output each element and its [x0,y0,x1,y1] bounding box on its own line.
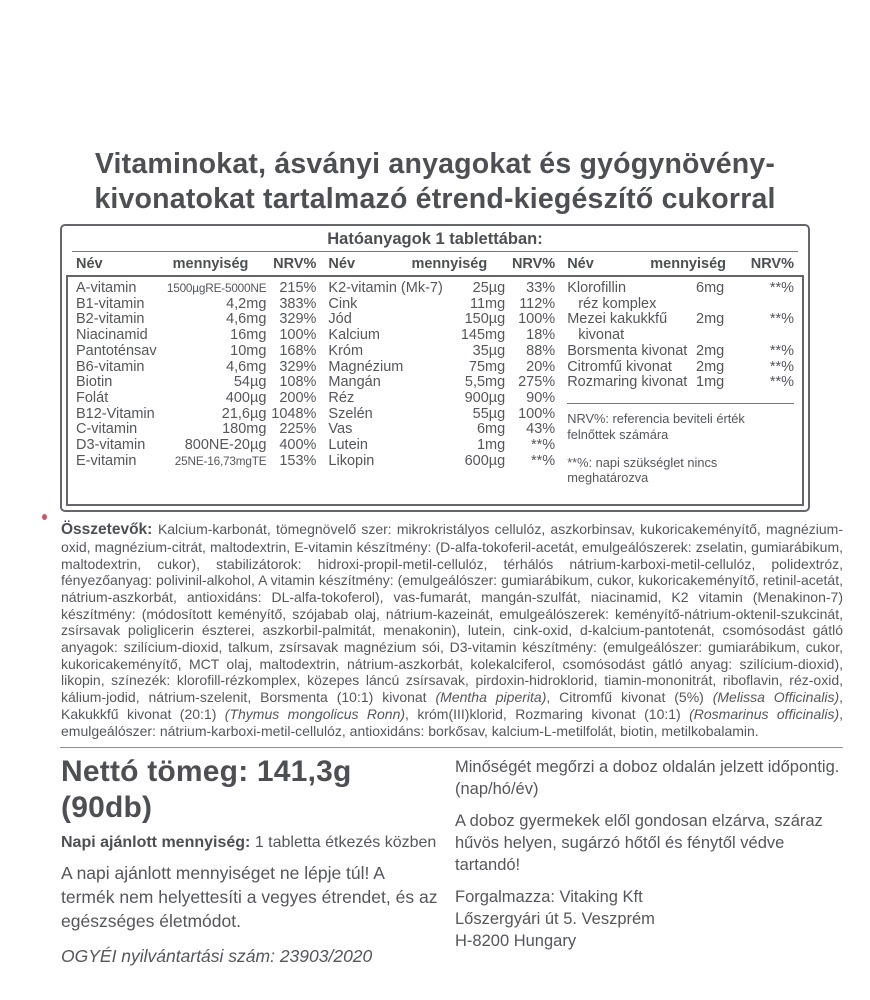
nutrient-amount: 25NE-16,73mgTE [174,453,267,468]
nutrient-amount: 900µg [464,389,506,406]
nutrient-name: Folát [76,389,109,406]
nutrient-name: Magnézium [328,358,404,375]
nutrient-column-1 [76,281,316,498]
column-header-nrv: NRV% [750,256,794,272]
nutrient-amount: 10mg [230,342,267,359]
nutrient-amount: 4,2mg [226,295,267,312]
nutrient-amount: 145mg [460,327,506,344]
facts-table [60,224,810,512]
nutrient-name-line: Rozmaring kivonat [567,374,688,391]
nutrient-amount: 180mg [222,421,267,438]
column-header-nrv: NRV% [511,256,556,272]
bottom-left-column [61,754,439,967]
column-header-name: Név [567,256,594,272]
nutrient-name: Vas [328,421,353,438]
nutrient-row [328,281,555,297]
nutrient-name: Mangán [328,374,381,391]
distributor-line: Forgalmazza: Vitaking Kft [455,888,643,907]
nutrient-amount: 54µg [233,374,267,391]
nutrient-name: Biotin [76,374,113,391]
ingredients-text: , króm(III)klorid, Rozmaring kivonat (10:1) [405,705,690,722]
nutrient-nrv: **% [769,280,794,296]
nutrient-row [328,360,555,376]
section-divider [60,747,843,748]
nutrient-nrv: 112% [519,295,556,312]
facts-table-body [66,275,804,506]
nutrient-row [328,312,555,328]
nutrient-amount: 75mg [468,358,506,375]
best-before-note: Minőségét megőrzi a doboz oldalán jelzett időpontig. (nap/hó/év) [455,758,840,799]
nutrient-nrv: 20% [526,358,556,375]
registration-number: OGYÉI nyilvántartási szám: 23903/2020 [61,946,373,967]
nutrient-nrv: **% [531,437,556,454]
nutrient-row [328,344,555,360]
nutrient-name [567,375,696,391]
column-header-amount: mennyiség [650,256,726,272]
nutrient-row [76,454,316,470]
latin-name: (Melissa Officinalis) [712,689,840,706]
distributor-block [455,886,845,952]
nutrient-row [76,344,316,360]
nutrient-name: B2-vitamin [76,311,145,328]
nutrient-amount: 600µg [464,452,506,469]
nutrient-row [328,454,555,470]
nutrient-name [567,281,696,312]
column-header-nrv: NRV% [273,256,317,272]
nutrient-row [76,407,316,423]
bottom-right-column [455,754,845,967]
nutrient-name: Réz [328,389,355,406]
nutrient-amount: 55µg [472,405,506,422]
nutrient-nrv: **% [531,452,556,469]
nutrient-name-line: Borsmenta kivonat [567,342,688,359]
nutrient-amount: 21,6µg [221,405,267,422]
product-title [28,147,842,217]
latin-name: (Mentha piperita) [435,689,547,706]
nutrient-column-2 [328,281,555,498]
column-header-amount: mennyiség [172,256,249,272]
daily-dose-label: Napi ajánlott mennyiség: [61,834,251,852]
nutrient-amount: 25µg [472,280,506,296]
nutrient-row [76,391,316,407]
facts-table-title: Hatóanyagok 1 tablettában: [327,230,543,248]
nutrient-nrv: 100% [279,327,317,344]
nutrient-name: Pantoténsav [76,342,157,359]
nutrient-row [76,422,316,438]
nutrient-name [567,344,696,360]
distributor-line: H-8200 Hungary [455,932,577,951]
distributor-line: Lőszergyári út 5. Veszprém [455,910,655,929]
product-title-line1: Vitaminokat, ásványi anyagokat és gyógynövény- [94,148,776,180]
nutrient-nrv: 33% [526,280,556,296]
nutrient-name-line: réz komplex [578,295,657,312]
nutrient-name: Likopin [328,452,375,469]
column-header-amount: mennyiség [411,256,488,272]
storage-note: A doboz gyermekek elől gondosan elzárva, száraz hűvös helyen, sugárzó hőtől és fénytől védve tartandó! [455,812,823,875]
nutrient-row [328,391,555,407]
nutrient-amount: 400µg [225,389,267,406]
nutrient-row [76,297,316,313]
nutrient-amount: 1mg [476,437,506,454]
nutrient-amount: 2mg [696,358,725,375]
nutrient-nrv: 43% [526,421,556,438]
nutrient-column-3 [567,281,794,498]
column-header-name: Név [76,256,103,272]
nutrient-amount: 16mg [230,327,267,344]
nutrient-row [328,297,555,313]
nutrient-amount: 1mg [696,374,725,391]
nutrient-row [328,422,555,438]
column-header-group [76,256,316,272]
nutrient-amount: 35µg [472,342,506,359]
ingredients-text: , Citromfű kivonat (5%) [546,689,713,706]
nutrient-amount: 4,6mg [226,358,267,375]
nutrient-nrv: 200% [279,389,317,406]
nutrient-nrv: 168% [279,342,317,359]
nutrient-row [76,281,316,297]
nutrient-row [567,360,794,376]
column-header-group [328,256,555,272]
nutrient-amount: 2mg [696,311,725,328]
asterisk-note: **%: napi szükséglet nincs meghatározva [567,454,718,486]
nutrient-name: K2-vitamin (Mk-7) [328,280,443,296]
daily-dose [61,834,439,852]
ingredients-text: , emulgeálószer: nátrium-karboxi-metil-cellulóz, antioxidáns: borkősav, kalcium-L-metilfolát, biotin, metilkobalamin. [61,705,844,739]
nutrient-amount: 1500µgRE-5000NE [166,281,267,295]
net-weight: Nettó tömeg: 141,3g (90db) [61,755,352,825]
facts-column-headers [66,252,804,275]
nutrient-amount: 150µg [464,311,506,328]
nutrient-row [328,438,555,454]
nutrient-name: Króm [328,342,364,359]
nutrient-amount: 800NE-20µg [184,437,267,454]
nutrient-name: Kalcium [328,327,380,344]
nutrient-nrv: 400% [279,437,317,454]
warning-text: A napi ajánlott mennyiséget ne lépje túl! A termék nem helyettesíti a vegyes étrendet, és az egészséges életmódot. [61,863,438,932]
nutrient-name: Niacinamid [76,327,148,344]
nutrient-name: Cink [328,295,358,312]
nutrient-nrv: 1048% [271,405,317,422]
nutrient-name: D3-vitamin [76,437,146,454]
column-header-name: Név [328,256,356,272]
nutrient-nrv: **% [769,358,794,375]
nutrient-nrv: 18% [526,327,556,344]
nutrient-nrv: 329% [279,311,317,328]
bottom-section [61,754,845,967]
nutrient-row [76,375,316,391]
print-artifact-dot [42,514,47,520]
nutrient-row [76,328,316,344]
nutrient-row [328,375,555,391]
nutrient-name: B12-Vitamin [76,405,155,422]
latin-name: (Thymus mongolicus Ronn) [224,705,406,722]
nutrient-name: B1-vitamin [76,295,145,312]
ingredients-label: Összetevők: [61,521,158,539]
nutrient-nrv: 100% [518,405,556,422]
nutrient-nrv: 100% [518,311,556,328]
nutrient-row [328,407,555,423]
nutrient-name: B6-vitamin [76,358,145,375]
nutrient-nrv: **% [769,342,794,359]
nutrient-name-line: Klorofillin [567,280,627,296]
nutrient-nrv: 90% [526,389,556,406]
ingredients-text: , Kakukkfű kivonat (20:1) [61,689,844,722]
nutrient-nrv: **% [769,374,794,391]
nutrient-row [567,344,794,360]
nutrient-nrv: 88% [526,342,556,359]
nutrient-nrv: 329% [279,358,317,375]
nutrient-row [328,328,555,344]
nutrient-row [76,438,316,454]
nutrient-nrv: 153% [279,452,317,469]
notes-rule [567,403,794,404]
nutrient-nrv: 275% [518,374,556,391]
nutrient-nrv: 215% [279,280,317,296]
nutrient-amount: 5,5mg [464,374,506,391]
nutrient-amount: 4,6mg [226,311,267,328]
nutrient-amount: 6mg [476,421,506,438]
nutrient-name [567,312,696,343]
nutrient-name [567,360,696,376]
latin-name: (Rosmarinus officinalis) [689,705,840,722]
nutrient-nrv: 383% [279,295,317,312]
nutrient-amount: 6mg [696,280,725,296]
nutrient-nrv: **% [769,311,794,328]
nrv-note: NRV%: referencia beviteli érték felnőttek számára [567,410,745,442]
nrv-notes [567,403,794,486]
nutrient-amount: 11mg [470,295,506,312]
ingredients-text: Kalcium-karbonát, tömegnövelő szer: mikrokristályos cellulóz, aszkorbinsav, kukoricakeményítő, magnézium-oxid, magnézium-citrát, maltodextrin, E-vitamin készítmény: (D-alfa-tokoferil-acetát, emulgeálószerek: zselatin, gumiarábikum, maltodextrin, cukor), stabilizátorok: hidroxi-propil-metil-cellulóz, térhálós nátrium-karboxi-metil-cellulóz, polidextróz, fényezőanyag: polivinil-alkohol, A vitamin készítmény: (emulgeálószer: gumiarábikum, cukor, kukoricakeményítő, retinil-acetát, nátrium-aszkorbát, antioxidáns: DL-alfa-tokoferol), vas-fumarát, mangán-szulfát, niacinamid, K2 vitamin (Menakinon-7) készítmény: (módosított keményítő, szójabab olaj, nátrium-kazeinát, emulgeálószerek: keményítő-nátrium-oktenil-szukcinát, zsírsavak poliglicerin észterei, aszkorbil-palmitát, menakonin), lutein, cink-oxid, d-kalcium-pantotenát, csomósodást gátló anyagok: szilícium-dioxid, talkum, zsírsavak magnézium sói, D3-vitamin készítmény: (emulgeálószer: gumiarábikum, cukor, kukoricakeményítő, MCT olaj, maltodextrin, nátrium-aszkorbát, kolekalciferol, csomósodást gátló anyag: szilícium-dioxid), likopin, színezék: klorofill-rézkomplex, közepes láncú zsírsavak, pirdoxin-hidroklorid, tiamin-mononitrát, riboflavin, réz-oxid, kálium-jodid, nátrium-szelenit, Borsmenta (10:1) kivonat [61,521,843,706]
nutrient-name-line: Citromfű kivonat [567,358,672,375]
nutrient-amount: 2mg [696,342,725,359]
nutrient-row [76,360,316,376]
nutrient-name-line: Mezei kakukkfű [567,311,668,328]
nutrient-name: Jód [328,311,352,328]
nutrient-nrv: 225% [279,421,317,438]
nutrient-row [76,312,316,328]
product-title-line2: kivonatokat tartalmazó étrend-kiegészítő cukorral [94,183,776,215]
nutrient-name-line: kivonat [578,327,625,344]
nutrient-row [567,312,794,343]
column-header-group [567,256,794,272]
ingredients-paragraph [61,521,843,739]
daily-dose-value: 1 tabletta étkezés közben [254,834,437,852]
nutrient-name: Lutein [328,437,368,454]
nutrient-nrv: 108% [279,374,317,391]
nutrient-name: A-vitamin [76,280,137,296]
nutrient-name: E-vitamin [76,452,137,469]
nutrient-row [567,281,794,312]
nutrient-name: Szelén [328,405,373,422]
nutrient-row [567,375,794,391]
nutrient-name: C-vitamin [76,421,138,438]
